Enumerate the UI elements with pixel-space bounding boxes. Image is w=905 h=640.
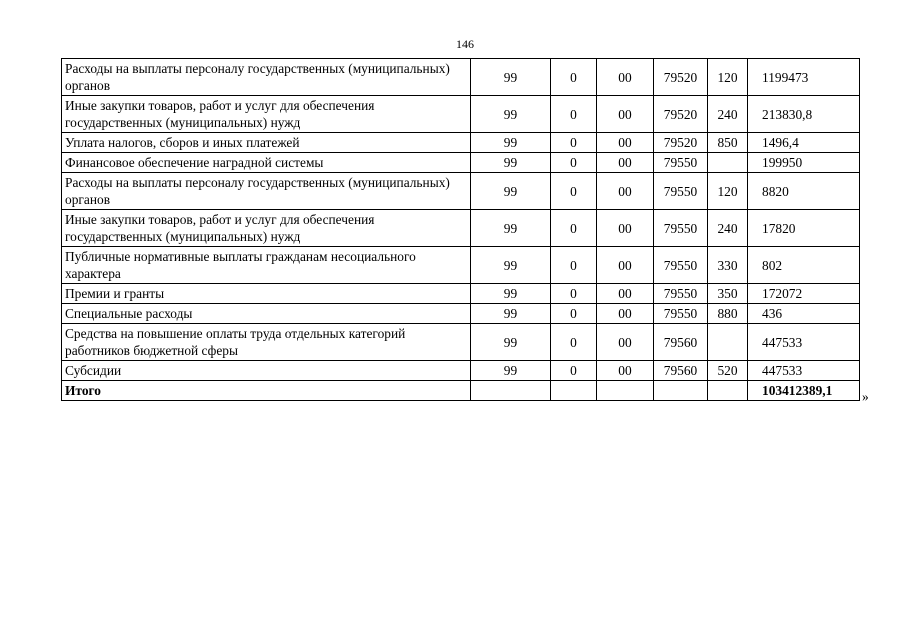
row-sum-cell: 213830,8 [748, 96, 860, 133]
row-code-d-cell: 79550 [654, 284, 708, 304]
row-code-b-cell: 0 [551, 153, 597, 173]
row-name-cell: Премии и гранты [62, 284, 471, 304]
table-row [62, 210, 860, 247]
row-code-a-cell: 99 [471, 284, 551, 304]
table-row [62, 361, 860, 381]
row-code-e-cell: 120 [708, 59, 748, 96]
row-code-c-cell: 00 [597, 324, 654, 361]
table-row [62, 304, 860, 324]
row-code-e-cell: 120 [708, 173, 748, 210]
row-sum-cell: 447533 [748, 361, 860, 381]
row-name-cell: Финансовое обеспечение наградной системы [62, 153, 471, 173]
row-code-a-cell: 99 [471, 59, 551, 96]
table-row [62, 247, 860, 284]
row-code-a-cell: 99 [471, 133, 551, 153]
row-sum-cell: 172072 [748, 284, 860, 304]
row-code-c-cell: 00 [597, 153, 654, 173]
row-code-b-cell: 0 [551, 324, 597, 361]
row-code-a-cell: 99 [471, 304, 551, 324]
row-code-a-cell: 99 [471, 361, 551, 381]
row-code-e-cell [708, 153, 748, 173]
row-code-c-cell: 00 [597, 210, 654, 247]
table-row [62, 96, 860, 133]
row-code-c-cell: 00 [597, 247, 654, 284]
row-code-d-cell: 79550 [654, 247, 708, 284]
table-row [62, 284, 860, 304]
row-code-d-cell: 79550 [654, 153, 708, 173]
table-row [62, 133, 860, 153]
row-code-e-cell: 240 [708, 96, 748, 133]
table-row [62, 324, 860, 361]
row-sum-cell: 1496,4 [748, 133, 860, 153]
row-sum-cell: 199950 [748, 153, 860, 173]
closing-quote: » [862, 389, 869, 404]
row-code-e-cell: 520 [708, 361, 748, 381]
row-code-a-cell: 99 [471, 247, 551, 284]
row-sum-cell: 1199473 [748, 59, 860, 96]
row-code-d-cell: 79550 [654, 210, 708, 247]
total-empty-cell [471, 381, 551, 401]
total-sum-cell: 103412389,1 [748, 381, 860, 401]
row-name-cell: Уплата налогов, сборов и иных платежей [62, 133, 471, 153]
row-name-cell: Субсидии [62, 361, 471, 381]
row-name-cell: Расходы на выплаты персоналу государственных (муниципальных) органов [62, 59, 471, 96]
budget-table [61, 58, 860, 401]
table-row [62, 59, 860, 96]
row-code-c-cell: 00 [597, 284, 654, 304]
row-code-b-cell: 0 [551, 96, 597, 133]
row-code-b-cell: 0 [551, 304, 597, 324]
row-code-b-cell: 0 [551, 173, 597, 210]
row-code-a-cell: 99 [471, 153, 551, 173]
row-name-cell: Средства на повышение оплаты труда отдельных категорий работников бюджетной сферы [62, 324, 471, 361]
total-empty-cell [551, 381, 597, 401]
row-sum-cell: 436 [748, 304, 860, 324]
row-name-cell: Специальные расходы [62, 304, 471, 324]
row-code-c-cell: 00 [597, 96, 654, 133]
total-label-cell: Итого [62, 381, 471, 401]
row-code-d-cell: 79520 [654, 96, 708, 133]
row-code-d-cell: 79520 [654, 59, 708, 96]
row-code-b-cell: 0 [551, 284, 597, 304]
row-sum-cell: 447533 [748, 324, 860, 361]
row-code-a-cell: 99 [471, 324, 551, 361]
table-body [62, 59, 860, 401]
row-name-cell: Иные закупки товаров, работ и услуг для обеспечения государственных (муниципальных) нужд [62, 96, 471, 133]
total-empty-cell [708, 381, 748, 401]
row-code-c-cell: 00 [597, 59, 654, 96]
row-code-b-cell: 0 [551, 133, 597, 153]
table-row [62, 173, 860, 210]
row-code-a-cell: 99 [471, 173, 551, 210]
row-code-a-cell: 99 [471, 210, 551, 247]
row-code-e-cell [708, 324, 748, 361]
row-code-b-cell: 0 [551, 210, 597, 247]
row-code-b-cell: 0 [551, 59, 597, 96]
row-name-cell: Публичные нормативные выплаты гражданам несоциального характера [62, 247, 471, 284]
row-code-b-cell: 0 [551, 247, 597, 284]
row-name-cell: Иные закупки товаров, работ и услуг для обеспечения государственных (муниципальных) нужд [62, 210, 471, 247]
total-empty-cell [597, 381, 654, 401]
page-number: 146 [456, 37, 474, 51]
row-sum-cell: 17820 [748, 210, 860, 247]
total-row [62, 381, 860, 401]
row-code-c-cell: 00 [597, 361, 654, 381]
row-code-d-cell: 79560 [654, 361, 708, 381]
row-code-d-cell: 79550 [654, 173, 708, 210]
row-code-a-cell: 99 [471, 96, 551, 133]
row-code-e-cell: 880 [708, 304, 748, 324]
row-code-d-cell: 79520 [654, 133, 708, 153]
total-empty-cell [654, 381, 708, 401]
row-code-c-cell: 00 [597, 304, 654, 324]
row-code-e-cell: 350 [708, 284, 748, 304]
row-code-e-cell: 330 [708, 247, 748, 284]
row-code-c-cell: 00 [597, 133, 654, 153]
row-name-cell: Расходы на выплаты персоналу государственных (муниципальных) органов [62, 173, 471, 210]
row-sum-cell: 8820 [748, 173, 860, 210]
row-code-e-cell: 240 [708, 210, 748, 247]
table-row [62, 153, 860, 173]
row-code-e-cell: 850 [708, 133, 748, 153]
row-sum-cell: 802 [748, 247, 860, 284]
row-code-b-cell: 0 [551, 361, 597, 381]
row-code-d-cell: 79560 [654, 324, 708, 361]
row-code-d-cell: 79550 [654, 304, 708, 324]
row-code-c-cell: 00 [597, 173, 654, 210]
